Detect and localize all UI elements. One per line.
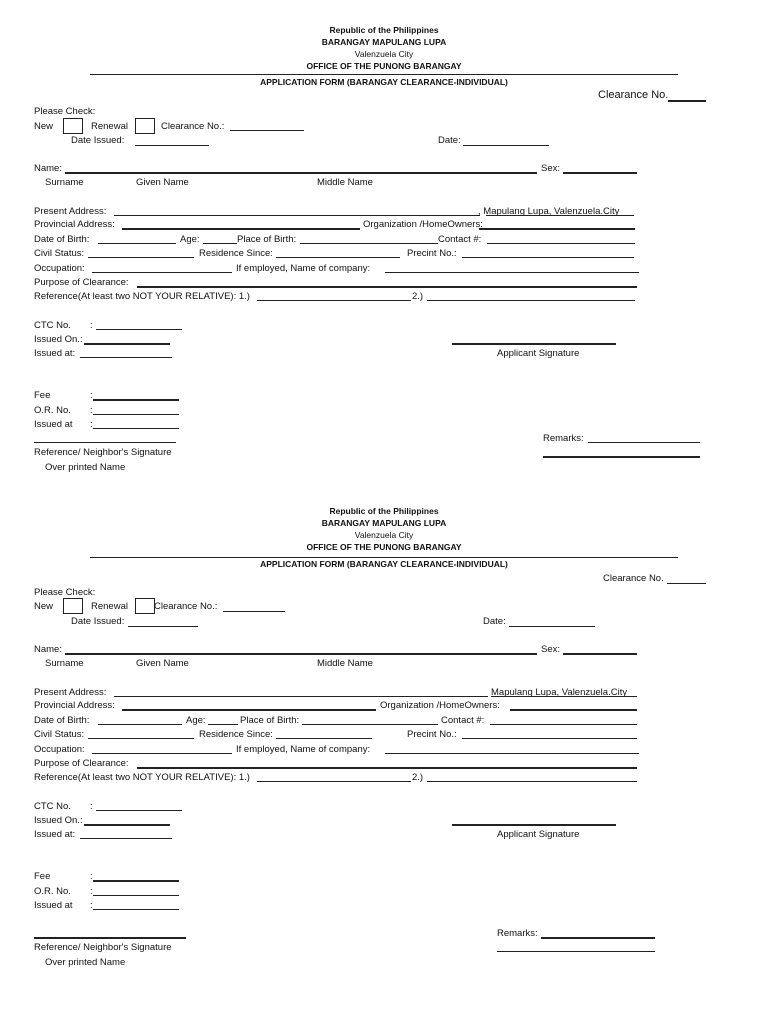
- provincial-address-label: Provincial Address:: [34, 700, 115, 711]
- fee-label: Fee: [34, 871, 51, 882]
- remarks-field-2[interactable]: [543, 456, 700, 458]
- or-no-field[interactable]: [93, 414, 179, 415]
- issued-at-2-field[interactable]: [93, 428, 179, 429]
- provincial-address-field[interactable]: [122, 709, 376, 711]
- new-label: New: [34, 601, 54, 612]
- clearance-no-top-label: Clearance No.: [603, 573, 664, 584]
- organization-field[interactable]: [510, 709, 637, 711]
- new-checkbox[interactable]: [63, 598, 83, 614]
- occupation-field[interactable]: [92, 272, 232, 273]
- occupation-field[interactable]: [92, 753, 232, 754]
- date-issued-label: Date Issued:: [71, 135, 125, 146]
- date-label: Date:: [438, 135, 461, 146]
- surname-caption: Surname: [45, 658, 84, 669]
- company-field[interactable]: [385, 753, 639, 754]
- if-employed-label: If employed, Name of company:: [236, 263, 371, 274]
- clearance-no-label: Clearance No.:: [161, 121, 225, 132]
- date-of-birth-field[interactable]: [98, 724, 182, 725]
- reference-signature-line[interactable]: [34, 937, 186, 939]
- please-check-label: Please Check:: [34, 106, 96, 117]
- organization-label: Organization /HomeOwners:: [363, 219, 483, 230]
- address-suffix-underline: [491, 696, 637, 697]
- present-address-label: Present Address:: [34, 687, 107, 698]
- place-of-birth-label: Place of Birth:: [237, 234, 297, 245]
- fee-label: Fee: [34, 390, 51, 401]
- reference-label: Reference(At least two NOT YOUR RELATIVE): 1.): [34, 291, 250, 302]
- given-name-caption: Given Name: [136, 658, 189, 669]
- applicant-signature-line[interactable]: [452, 824, 616, 826]
- ctc-no-colon: :: [90, 320, 93, 331]
- date-label: Date:: [483, 616, 506, 627]
- ctc-no-field[interactable]: [96, 810, 182, 811]
- issued-on-label: Issued On.:: [34, 334, 83, 345]
- age-label: Age:: [186, 715, 206, 726]
- clearance-no-top-field[interactable]: [668, 100, 706, 102]
- header-city: Valenzuela City: [354, 49, 414, 59]
- issued-at-2-colon: :: [90, 900, 93, 911]
- purpose-label: Purpose of Clearance:: [34, 277, 129, 288]
- header-divider: [90, 557, 678, 558]
- clearance-no-field[interactable]: [223, 611, 285, 612]
- civil-status-label: Civil Status:: [34, 248, 85, 259]
- precint-no-label: Precint No.:: [407, 248, 457, 259]
- contact-label: Contact #:: [441, 715, 485, 726]
- middle-name-caption: Middle Name: [317, 658, 373, 669]
- issued-at-field[interactable]: [80, 838, 172, 839]
- residence-since-label: Residence Since:: [199, 248, 273, 259]
- date-field[interactable]: [509, 626, 595, 627]
- or-no-field[interactable]: [93, 895, 179, 896]
- header-barangay: BARANGAY MAPULANG LUPA: [321, 518, 447, 528]
- issued-at-label: Issued at:: [34, 348, 76, 359]
- clearance-form-2: [0, 481, 768, 981]
- ctc-no-label: CTC No.: [34, 801, 71, 812]
- remarks-field[interactable]: [541, 937, 655, 939]
- purpose-field[interactable]: [137, 767, 637, 769]
- middle-name-caption: Middle Name: [317, 177, 373, 188]
- issued-at-2-colon: :: [90, 419, 93, 430]
- precint-no-field[interactable]: [462, 257, 634, 258]
- purpose-label: Purpose of Clearance:: [34, 758, 129, 769]
- provincial-address-field[interactable]: [122, 228, 360, 230]
- surname-caption: Surname: [45, 177, 84, 188]
- issued-at-label: Issued at:: [34, 829, 76, 840]
- fee-field[interactable]: [93, 399, 179, 401]
- or-no-label: O.R. No.: [34, 886, 71, 897]
- header-office: OFFICE OF THE PUNONG BARANGAY: [306, 61, 462, 71]
- date-of-birth-field[interactable]: [98, 243, 176, 244]
- reference-2-field[interactable]: [427, 781, 637, 782]
- residence-since-field[interactable]: [276, 257, 400, 258]
- or-no-label: O.R. No.: [34, 405, 71, 416]
- renewal-checkbox[interactable]: [135, 118, 155, 134]
- ctc-no-label: CTC No.: [34, 320, 71, 331]
- applicant-signature-line[interactable]: [452, 343, 616, 345]
- sex-label: Sex:: [541, 644, 561, 655]
- clearance-no-field[interactable]: [230, 130, 304, 131]
- issued-at-2-label: Issued at: [34, 419, 73, 430]
- address-suffix: Mapulang Lupa, Valenzuela.City: [491, 687, 628, 698]
- fee-colon: :: [90, 871, 93, 882]
- reference-signature-label: Reference/ Neighbor's Signature: [34, 447, 172, 458]
- occupation-label: Occupation:: [34, 263, 85, 274]
- name-field[interactable]: [65, 653, 537, 655]
- issued-on-field[interactable]: [84, 824, 170, 826]
- reference-1-field[interactable]: [257, 300, 411, 301]
- ctc-no-colon: :: [90, 801, 93, 812]
- age-label: Age:: [180, 234, 200, 245]
- clearance-form-1: [0, 0, 768, 500]
- date-of-birth-label: Date of Birth:: [34, 715, 90, 726]
- reference-2-label: 2.): [412, 772, 424, 783]
- sex-field[interactable]: [563, 172, 637, 174]
- precint-no-label: Precint No.:: [407, 729, 457, 740]
- renewal-label: Renewal: [91, 121, 128, 132]
- over-printed-name-label: Over printed Name: [45, 462, 126, 473]
- company-field[interactable]: [385, 272, 639, 273]
- sex-label: Sex:: [541, 163, 561, 174]
- civil-status-field[interactable]: [88, 738, 194, 739]
- name-field[interactable]: [65, 172, 537, 174]
- name-label: Name:: [34, 163, 62, 174]
- date-issued-field[interactable]: [128, 626, 198, 627]
- form-title: APPLICATION FORM (BARANGAY CLEARANCE-INDIVIDUAL): [260, 77, 508, 87]
- given-name-caption: Given Name: [136, 177, 189, 188]
- civil-status-field[interactable]: [88, 257, 194, 258]
- name-label: Name:: [34, 644, 62, 655]
- organization-label: Organization /HomeOwners:: [380, 700, 500, 711]
- present-address-field[interactable]: [114, 696, 488, 697]
- sex-field[interactable]: [563, 653, 637, 655]
- precint-no-field[interactable]: [462, 738, 637, 739]
- header-office: OFFICE OF THE PUNONG BARANGAY: [306, 542, 462, 552]
- contact-field[interactable]: [490, 724, 637, 725]
- reference-2-label: 2.): [412, 291, 424, 302]
- header-barangay: BARANGAY MAPULANG LUPA: [321, 37, 447, 47]
- date-field[interactable]: [463, 145, 549, 146]
- please-check-label: Please Check:: [34, 587, 96, 598]
- ctc-no-field[interactable]: [96, 329, 182, 330]
- issued-on-label: Issued On.:: [34, 815, 83, 826]
- reference-1-field[interactable]: [257, 781, 411, 782]
- contact-field[interactable]: [487, 243, 635, 244]
- issued-at-2-label: Issued at: [34, 900, 73, 911]
- residence-since-field[interactable]: [276, 738, 372, 739]
- reference-signature-line[interactable]: [34, 442, 176, 443]
- issued-on-field[interactable]: [84, 343, 170, 345]
- place-of-birth-field[interactable]: [300, 243, 438, 244]
- clearance-no-label: Clearance No.:: [154, 601, 218, 612]
- contact-label: Contact #:: [438, 234, 482, 245]
- issued-at-2-field[interactable]: [93, 909, 179, 910]
- or-no-colon: :: [90, 886, 93, 897]
- remarks-label: Remarks:: [543, 433, 584, 444]
- purpose-field[interactable]: [137, 286, 637, 288]
- fee-field[interactable]: [93, 880, 179, 882]
- header-city: Valenzuela City: [354, 530, 414, 540]
- provincial-address-label: Provincial Address:: [34, 219, 115, 230]
- new-label: New: [34, 121, 54, 132]
- clearance-no-top-label: Clearance No.: [598, 89, 669, 101]
- place-of-birth-field[interactable]: [302, 724, 438, 725]
- date-of-birth-label: Date of Birth:: [34, 234, 90, 245]
- remarks-label: Remarks:: [497, 928, 538, 939]
- renewal-checkbox[interactable]: [135, 598, 155, 614]
- address-suffix: , Mapulang Lupa, Valenzuela.City: [478, 206, 620, 217]
- fee-colon: :: [90, 390, 93, 401]
- form-title: APPLICATION FORM (BARANGAY CLEARANCE-INDIVIDUAL): [260, 559, 508, 569]
- applicant-signature-label: Applicant Signature: [497, 829, 580, 840]
- reference-label: Reference(At least two NOT YOUR RELATIVE): 1.): [34, 772, 250, 783]
- date-issued-field[interactable]: [135, 145, 209, 146]
- date-issued-label: Date Issued:: [71, 616, 125, 627]
- if-employed-label: If employed, Name of company:: [236, 744, 371, 755]
- organization-field[interactable]: [479, 228, 635, 230]
- header-divider: [90, 74, 678, 75]
- applicant-signature-label: Applicant Signature: [497, 348, 580, 359]
- renewal-label: Renewal: [91, 601, 128, 612]
- civil-status-label: Civil Status:: [34, 729, 85, 740]
- clearance-no-top-field[interactable]: [667, 583, 706, 584]
- header-republic: Republic of the Philippines: [329, 25, 439, 35]
- present-address-label: Present Address:: [34, 206, 107, 217]
- new-checkbox[interactable]: [63, 118, 83, 134]
- address-suffix-underline: [486, 215, 634, 216]
- remarks-field-2[interactable]: [497, 951, 655, 952]
- header-republic: Republic of the Philippines: [329, 506, 439, 516]
- or-no-colon: :: [90, 405, 93, 416]
- over-printed-name-label: Over printed Name: [45, 957, 126, 968]
- present-address-field[interactable]: [114, 215, 480, 216]
- occupation-label: Occupation:: [34, 744, 85, 755]
- place-of-birth-label: Place of Birth:: [240, 715, 300, 726]
- age-field[interactable]: [203, 243, 237, 244]
- residence-since-label: Residence Since:: [199, 729, 273, 740]
- remarks-field[interactable]: [588, 442, 700, 443]
- issued-at-field[interactable]: [80, 357, 172, 358]
- reference-signature-label: Reference/ Neighbor's Signature: [34, 942, 172, 953]
- age-field[interactable]: [208, 724, 238, 725]
- reference-2-field[interactable]: [427, 300, 635, 301]
